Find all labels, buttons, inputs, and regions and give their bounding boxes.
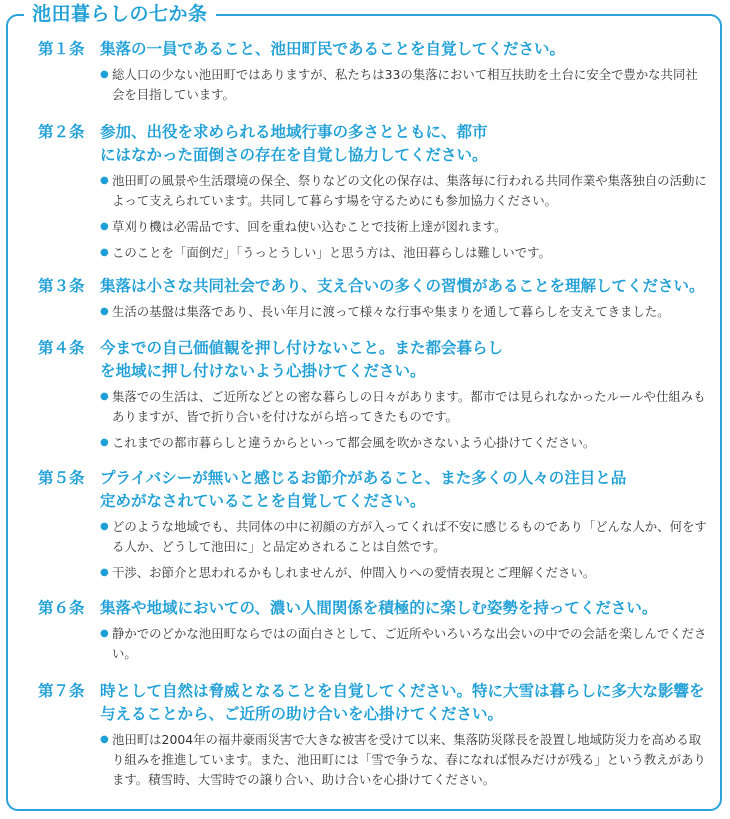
list-item	[100, 563, 710, 583]
article-number: 第４条	[38, 339, 85, 357]
list-item	[100, 243, 710, 263]
bullet-icon: ●	[100, 247, 109, 258]
bullet-icon: ●	[100, 734, 109, 745]
bullet-icon: ●	[100, 221, 109, 232]
list-item	[100, 302, 710, 322]
article-heading	[38, 597, 710, 620]
article-heading-text: 時として自然は脅威となることを自覚してください。特に大雪は暮らしに多大な影響を与えることから、ご近所の助け合いを心掛けてください。	[100, 682, 705, 723]
list-item-text: 干渉、お節介と思われるかもしれませんが、仲間入りへの愛情表現とご理解ください。	[112, 565, 596, 580]
article-heading	[38, 275, 710, 298]
list-item-text: 草刈り機は必需品です、回を重ね使い込むことで技術上達が図れます。	[112, 219, 507, 234]
article-heading-text: 参加、出役を求められる地域行事の多さとともに、都市にはなかった面倒さの存在を自覚し協力してください。	[100, 123, 488, 164]
article-6	[38, 597, 710, 670]
article-number: 第３条	[38, 277, 85, 295]
article-number: 第１条	[38, 40, 85, 58]
list-item	[100, 171, 710, 211]
bullet-icon: ●	[100, 521, 109, 532]
article-number: 第２条	[38, 123, 85, 141]
bullet-icon: ●	[100, 391, 109, 402]
list-item-text: 池田町は2004年の福井豪雨災害で大きな被害を受けて以来、集落防災隊長を設置し地域防災力を高める取り組みを推進しています。また、池田町には「雪で争うな、春になれば恨みだけが残る」という教えがあります。積雪時、大雪時での譲り合い、助け合いを心掛けてください。	[112, 732, 706, 787]
article-1	[38, 38, 710, 111]
bullet-icon: ●	[100, 306, 109, 317]
article-heading	[38, 337, 710, 383]
article-7	[38, 680, 710, 796]
article-heading-text: 今までの自己価値観を押し付けないこと。また都会暮らしを地域に押し付けないよう心掛けてください。	[100, 339, 504, 380]
list-item-text: このことを「面倒だ」「うっとうしい」と思う方は、池田暮らしは難しいです。	[112, 245, 551, 260]
article-5	[38, 467, 710, 589]
article-heading-text: プライバシーが無いと感じるお節介があること、また多くの人々の注目と品定めがなされていることを自覚してください。	[100, 469, 627, 510]
article-3	[38, 275, 710, 328]
article-heading-text: 集落や地域においての、濃い人間関係を積極的に楽しむ姿勢を持ってください。	[100, 599, 658, 617]
article-4	[38, 337, 710, 459]
article-heading	[38, 38, 710, 61]
list-item-text: 静かでのどかな池田町ならではの面白さとして、ご近所やいろいろな出会いの中での会話を楽しんでください。	[112, 626, 707, 661]
article-heading-text: 集落は小さな共同社会であり、支え合いの多くの習慣があることを理解してください。	[100, 277, 705, 295]
article-heading-text: 集落の一員であること、池田町民であることを自覚してください。	[100, 40, 566, 58]
list-item	[100, 730, 710, 790]
bullet-icon: ●	[100, 69, 109, 80]
list-item	[100, 65, 710, 105]
article-2	[38, 121, 710, 269]
article-number: 第６条	[38, 599, 85, 617]
article-heading	[38, 680, 710, 726]
article-number: 第５条	[38, 469, 85, 487]
article-heading	[38, 467, 710, 513]
list-item	[100, 624, 710, 664]
list-item	[100, 387, 710, 427]
list-item-text: 集落での生活は、ご近所などとの密な暮らしの日々があります。都市では見られなかったルールや仕組みもありますが、皆で折り合いを付けながら培ってきたものです。	[112, 389, 706, 424]
list-item	[100, 433, 710, 453]
bullet-icon: ●	[100, 567, 109, 578]
list-item	[100, 517, 710, 557]
list-item-text: 生活の基盤は集落であり、長い年月に渡って様々な行事や集まりを通して暮らしを支えてきました。	[112, 304, 670, 319]
list-item-text: 池田町の風景や生活環境の保全、祭りなどの文化の保存は、集落毎に行われる共同作業や集落独自の活動によって支えられています。共同して暮らす場を守るためにも参加協力ください。	[112, 173, 707, 208]
list-item-text: これまでの都市暮らしと違うからといって都会風を吹かさないよう心掛けてください。	[112, 435, 596, 450]
list-item-text: 総人口の少ない池田町ではありますが、私たちは33の集落において相互扶助を土台に安全で豊かな共同社会を目指しています。	[112, 67, 698, 102]
bullet-icon: ●	[100, 437, 109, 448]
list-item	[100, 217, 710, 237]
page-title: 池田暮らしの七か条	[24, 2, 216, 26]
article-number: 第７条	[38, 682, 85, 700]
bullet-icon: ●	[100, 175, 109, 186]
bullet-icon: ●	[100, 628, 109, 639]
article-heading	[38, 121, 710, 167]
list-item-text: どのような地域でも、共同体の中に初顔の方が入ってくれば不安に感じるものであり「どんな人か、何をする人か、どうして池田に」と品定めされることは自然です。	[112, 519, 707, 554]
